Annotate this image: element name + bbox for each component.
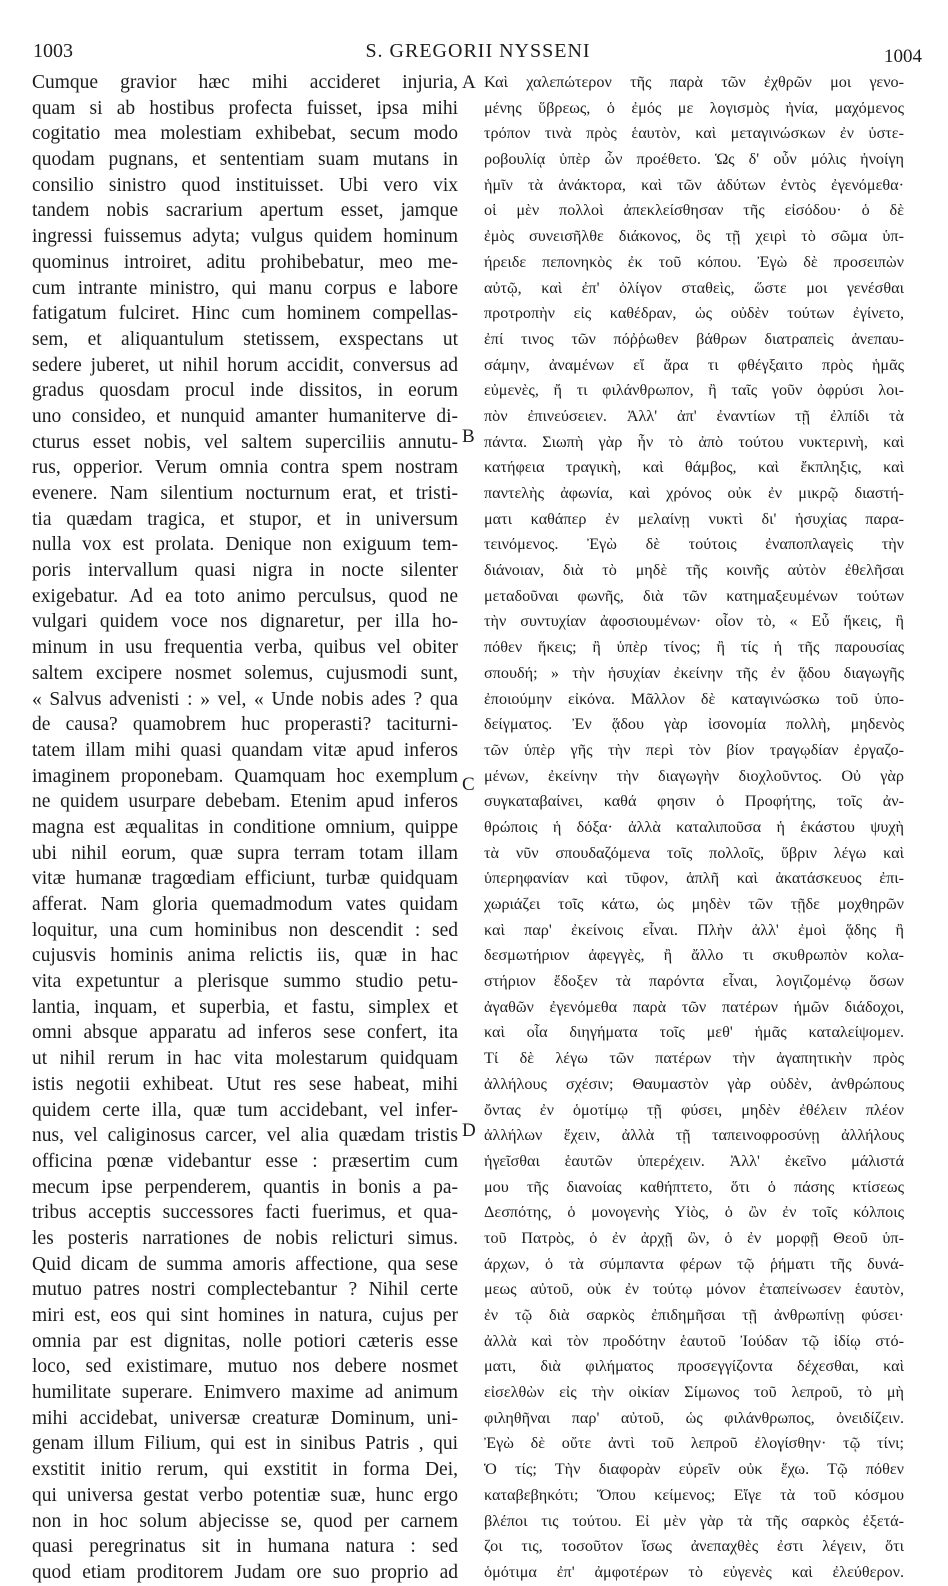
greek-text-line: ἐμὸς συνεισῆλθε διάκονος, ὃς τῇ χειρὶ τὸ σῶμα ὑπ- bbox=[484, 227, 904, 246]
latin-text-line: exigebatur. Ad ea toto animo perculsus, quod ne bbox=[32, 585, 458, 607]
latin-text-line: afferat. Nam gloria quemadmodum vates quidam bbox=[32, 894, 458, 915]
greek-text-line: άρχων, ὁ τὰ σύμπαντα φέρων τῷ ῥήματι τῆς δυνά- bbox=[484, 1254, 904, 1273]
greek-text-line: κατήφεια τραγικὴ, καὶ θάμβος, καὶ ἔκπληξις, καὶ bbox=[484, 458, 904, 477]
latin-text-line: tia quædam tragica, et stupor, et in universum bbox=[32, 508, 458, 530]
latin-text-line: poris intervallum quasi nigra in nocte silenter bbox=[32, 560, 458, 582]
greek-text-line: διάνοιαν, διὰ τὸ μηδὲ τῆς κοινῆς αὐτὸν ἐθελῆσαι bbox=[484, 561, 904, 580]
latin-text-line: magna est æqualitas in conditione omnium, quippe bbox=[32, 816, 458, 838]
greek-text-line: εὐμενὲς, ἤ τι φιλάνθρωπον, ἢ ταῖς γοῦν ὀφρύσι λοι- bbox=[484, 381, 904, 400]
greek-text-line: ἡμῖν τὰ ἀνάκτορα, καὶ τῶν ἀδύτων ἐντὸς ἐγενόμεθα· bbox=[484, 175, 904, 194]
latin-text-line: mutuo patres nostri complectebantur ? Nihil certe bbox=[32, 1279, 458, 1301]
greek-text-line: ἀλλήλων ἔχειν, ἀλλὰ τῇ ταπεινοφροσύνῃ ἀλλήλους bbox=[484, 1126, 904, 1145]
latin-text-line: rus, opperior. Verum omnia contra spem nostram bbox=[32, 457, 458, 479]
greek-text-line: δείγματος. Ἐν ᾅδου γὰρ ἰσονομία πολλὴ, μηδενὸς bbox=[484, 715, 904, 734]
latin-text-line: tribus acceptis successores facti fuerimus, et qua- bbox=[32, 1202, 458, 1224]
latin-text-column bbox=[32, 70, 458, 1586]
latin-text-line: non in hoc solum abjecisse se, quod per carnem bbox=[32, 1510, 458, 1532]
right-page-number: 1004 bbox=[884, 46, 922, 67]
greek-text-line: ἐπί τινος τῶν πόῤῥωθεν βάθρων διατραπεὶς ἀνεπαυ- bbox=[484, 329, 904, 348]
greek-text-line: πὸν ἐπινεύσειεν. Ἀλλ' ἀπ' ἐναντίων τῇ ἐλπίδι τὰ bbox=[484, 406, 904, 425]
margin-letter-b: B bbox=[462, 426, 475, 447]
greek-text-line: καταβεβηκότι; Ὅπου κείμενος; Εἴγε τὰ τοῦ κόσμου bbox=[484, 1485, 904, 1504]
latin-text-line: mihi accidebat, universæ creaturæ Dominum, uni- bbox=[32, 1407, 458, 1429]
latin-text-line: istis negotii exhibeat. Utut res sese habeat, mihi bbox=[32, 1073, 458, 1095]
greek-text-line: πόθεν ἥκεις; ἢ ὑπὲρ τίνος; ἢ τίς ἡ τῆς παρουσίας bbox=[484, 638, 904, 657]
latin-text-line: consilio sinistro quod instituisset. Ubi vero vix bbox=[32, 174, 458, 196]
latin-text-line: lantia, inquam, et superbia, et fastu, simplex et bbox=[32, 996, 458, 1018]
greek-text-line: ἐποιούμην εἰκόνα. Μᾶλλον δὲ καταγινώσκω τοῦ ὑπο- bbox=[484, 689, 904, 708]
greek-text-line: ροβουλίᾳ ὑπὲρ ὧν προέθετο. Ὡς δ' οὖν μόλις ἠνοίγη bbox=[484, 150, 904, 169]
latin-text-line: fatigatum fulciret. Hinc cum hominem compellas- bbox=[32, 303, 458, 325]
greek-text-line: σπουδή; » τὴν ἡσυχίαν ἐκείνην τῆς ἐν ᾅδου διαγωγῆς bbox=[484, 663, 904, 682]
latin-text-line: vita expetuntur a plerisque summo studio petu- bbox=[32, 971, 458, 993]
latin-text-line: minum in usu frequentia verba, quibus vel obiter bbox=[32, 637, 458, 659]
latin-text-line: de causa? quamobrem huc properasti? taciturni- bbox=[32, 714, 458, 736]
greek-text-line: θρώποις ἡ δόξα· ἀλλὰ καταλιποῦσα ἡ ἑκάστου ψυχὴ bbox=[484, 817, 904, 836]
latin-text-line: quod etiam proditorem Judam ore suo proprio ad bbox=[32, 1561, 458, 1583]
margin-letter-a: A bbox=[462, 72, 476, 93]
greek-text-line: ἀλλήλους σχέσιν; Θαυμαστὸν γὰρ οὐδὲν, ἀνθρώπους bbox=[484, 1074, 904, 1093]
latin-text-line: omnia par est dignitas, nolle potiori cæteris esse bbox=[32, 1330, 458, 1352]
greek-text-line: καὶ οἷα διηγήματα τοῖς μεθ' ἡμᾶς καταλείψομεν. bbox=[484, 1023, 904, 1042]
latin-text-line: quasi peregrinatus sit in humana natura : sed bbox=[32, 1536, 458, 1558]
greek-text-line: μεως αὐτοῦ, οὐκ ἐν τούτῳ μόνον ἐταπείνωσεν ἑαυτὸν, bbox=[484, 1280, 904, 1299]
greek-text-line: οἱ μὲν πολλοὶ ἀπεκλείσθησαν τῆς εἰσόδου· ὁ δὲ bbox=[484, 201, 904, 220]
latin-text-line: loquitur, una cum hominibus non descendit : sed bbox=[32, 919, 458, 941]
margin-letter-d: D bbox=[462, 1120, 476, 1141]
latin-text-line: nus, vel caliginosus carcer, vel alia quædam tristis bbox=[32, 1125, 458, 1147]
greek-text-line: ματι, διὰ φιλήματος προσεγγίζοντα δέχεσθαι, καὶ bbox=[484, 1357, 904, 1376]
greek-text-line: χωριάζει τοῖς κάτω, ὡς μηδὲν τῶν τῇδε μοχθηρῶν bbox=[484, 895, 904, 913]
latin-text-line: mecum ipse perpenderem, quantis in bonis a pa- bbox=[32, 1176, 458, 1198]
greek-text-line: σάμην, ἀναμένων εἴ ἄρα τι φθέγξαιτο πρὸς ἡμᾶς bbox=[484, 355, 904, 374]
greek-text-line: Ἐγὼ δὲ οὔτε ἀντὶ τοῦ λεπροῦ ἐλογίσθην· τῷ τίνι; bbox=[484, 1434, 904, 1453]
greek-text-line: αὐτῷ, καὶ ἐπ' ὀλίγον σταθεὶς, ὥστε μοι γενέσθαι bbox=[484, 278, 904, 297]
latin-text-line: ingressi fuissemus adyta; vulgus quidem hominum bbox=[32, 226, 458, 248]
latin-text-line: quam si ab hostibus profecta fuisset, ipsa mihi bbox=[32, 97, 458, 119]
latin-text-line: ut nihil rerum in hac vita molestarum quidquam bbox=[32, 1048, 458, 1070]
greek-text-line: στήριον ἔδοξεν τὰ παρόντα εἶναι, λογιζομένῳ ὅσων bbox=[484, 972, 904, 991]
latin-text-line: tandem nobis sacrarium apertum esset, jamque bbox=[32, 200, 458, 222]
greek-text-line: τὰ νῦν σπουδαζόμενα τοῖς πολλοῖς, ὕβριν λέγω καὶ bbox=[484, 843, 904, 862]
latin-text-line: officina pœnæ videbantur esse : præsertim cum bbox=[32, 1150, 458, 1172]
latin-text-line: evenere. Nam silentium nocturnum erat, et tristi- bbox=[32, 483, 458, 504]
greek-text-line: ὄντας ἐν ὁμοτίμῳ τῇ φύσει, μηδὲν ἐθέλειν πλέον bbox=[484, 1100, 904, 1119]
margin-letter-c: C bbox=[462, 774, 475, 795]
latin-text-line: cogitatio mea molestiam exhibebat, secum modo bbox=[32, 123, 458, 145]
greek-text-line: παντελὴς ἀφωνία, καὶ χρόνος οὐκ ἐν μικρῷ διαστή- bbox=[484, 484, 904, 502]
latin-text-line: Cumque gravior hæc mihi accideret injuria, bbox=[32, 72, 458, 93]
greek-text-line: Καὶ χαλεπώτερον τῆς παρὰ τῶν ἐχθρῶν μοι γενο- bbox=[484, 73, 904, 91]
latin-text-line: miri est, eos qui sint homines in natura, cujus per bbox=[32, 1305, 458, 1326]
latin-text-line: qui universa gestat verbo potentiæ suæ, hunc ergo bbox=[32, 1484, 458, 1506]
greek-text-line: τῶν ὑπὲρ γῆς τὴν περὶ τὸν βίον τραγῳδίαν ἐργαζο- bbox=[484, 740, 904, 759]
running-title: S. GREGORII NYSSENI bbox=[365, 40, 591, 62]
latin-text-line: ne quidem usurpare debebam. Etenim apud inferos bbox=[32, 791, 458, 813]
latin-text-line: Quid dicam de summa amoris affectione, qua sese bbox=[32, 1253, 458, 1275]
latin-text-line: quidem certe illa, quæ tum accidebant, vel infer- bbox=[32, 1099, 458, 1121]
greek-text-line: τοῦ Πατρὸς, ὁ ἐν ἀρχῇ ὢν, ὁ ἐν μορφῇ Θεοῦ ὑπ- bbox=[484, 1228, 904, 1247]
greek-text-line: ματι καθάπερ ἐν μελαίνῃ νυκτὶ δι' ἡσυχίας παρα- bbox=[484, 509, 904, 528]
latin-text-line: sedere juberet, ut nihil horum accidit, conversus ad bbox=[32, 354, 458, 376]
greek-text-line: μου τῆς διανοίας καθήπτετο, ὅτι ὁ πάσης κτίσεως bbox=[484, 1177, 904, 1196]
greek-text-line: ὑπερηφανίαν καὶ τῦφον, ἁπλῆ καὶ ἀκατάσκευος ἐπι- bbox=[484, 869, 904, 888]
latin-text-line: saltem excipere nosmet solemus, cujusmodi sunt, bbox=[32, 662, 458, 684]
greek-text-line: καὶ παρ' ἐκείνοις εἶναι. Πλὴν ἀλλ' ἐμοὶ ᾅδης ἢ bbox=[484, 920, 904, 939]
greek-text-line: δεσμωτήριον ἀφεγγὲς, ἢ ἄλλο τι σκυθρωπὸν κολα- bbox=[484, 946, 904, 965]
latin-text-line: humilitate superare. Enimvero maxime ad animum bbox=[32, 1382, 458, 1404]
greek-text-line: ὁμότιμα ἐπ' ἀμφοτέρων τὸ εὐγενὲς καὶ ἐλεύθερον. bbox=[484, 1562, 904, 1581]
latin-text-line: tatem illam mihi quasi quandam vitæ apud inferos bbox=[32, 739, 458, 761]
greek-text-line: τὴν συντυχίαν ἀφοσιουμένων· οἷον τὸ, « Εὖ ἥκεις, ἢ bbox=[484, 612, 904, 631]
greek-text-line: τρόπον τινὰ πρὸς ἑαυτὸν, καὶ μεταγινώσκων ἐν ὑστε- bbox=[484, 124, 904, 143]
greek-text-line: Τί δὲ λέγω τῶν πατέρων τὴν ἀγαπητικὴν πρὸς bbox=[484, 1049, 904, 1068]
latin-text-line: genam illum Filium, qui est in sinibus Patris , qui bbox=[32, 1433, 458, 1455]
greek-text-line: ήρειδε πεπονηκὸς ἐκ τοῦ κόπου. Ἐγὼ δὲ προσειπὼν bbox=[484, 252, 904, 271]
latin-text-line: loco, sed existimare, mutuo nos debere nosmet bbox=[32, 1356, 458, 1378]
latin-text-line: cturus esset nobis, vel saltem superciliis annutu- bbox=[32, 431, 458, 453]
greek-text-line: ἐν τῷ διὰ σαρκὸς ἐπιδημῆσαι τῇ ἀνθρωπίνῃ φύσει· bbox=[484, 1306, 904, 1324]
greek-text-column bbox=[484, 70, 904, 1586]
greek-text-line: βλέποι τις τούτου. Εἰ μὲν γὰρ τὰ τῆς σαρκὸς ἐξετά- bbox=[484, 1511, 904, 1530]
left-page-number: 1003 bbox=[33, 40, 73, 62]
greek-text-line: ζοι τις, τοσοῦτον ἴσως ἀνεπαχθὲς ἐστι λέγειν, ὅτι bbox=[484, 1537, 904, 1556]
latin-text-line: omni absque apparatu ad inferos sese confert, ita bbox=[32, 1022, 458, 1044]
latin-text-line: gradus quosdam procul inde dissitos, in eorum bbox=[32, 380, 458, 402]
greek-text-line: ἀλλὰ καὶ τὸν προδότην ἑαυτοῦ Ἰούδαν τῷ ἰδίῳ στό- bbox=[484, 1331, 904, 1350]
latin-text-line: nulla vox est prolata. Denique non exiguum tem- bbox=[32, 534, 458, 556]
greek-text-line: εἰσελθὼν εἰς τὴν οἰκίαν Σίμωνος τοῦ λεπροῦ, τὸ μὴ bbox=[484, 1383, 904, 1402]
greek-text-line: Ὁ τίς; Τὴν διαφορὰν εὑρεῖν οὐκ ἔχω. Τῷ πόθεν bbox=[484, 1460, 904, 1479]
greek-text-line: μεταδοῦναι φωνῆς, διὰ τῶν κατημαξευμένων τούτων bbox=[484, 586, 904, 605]
latin-text-line: sem, et aliquantulum stetissem, exspectans ut bbox=[32, 328, 458, 350]
latin-text-line: cujusvis hominis anima relictis iis, quæ in hac bbox=[32, 945, 458, 967]
latin-text-line: exstitit initio rerum, qui exstitit in forma Dei, bbox=[32, 1459, 458, 1481]
latin-text-line: vulgari quidem voce nos dignaretur, per illa ho- bbox=[32, 611, 458, 633]
greek-text-line: ἀγαθῶν ἐγενόμεθα παρὰ τῶν πατέρων ἡμῶν διάδοχοι, bbox=[484, 997, 904, 1016]
greek-text-line: Δεσπότης, ὁ μονογενὴς Υἱὸς, ὁ ὢν ἐν τοῖς κόλποις bbox=[484, 1203, 904, 1222]
greek-text-line: ἡγεῖσθαι ἑαυτῶν ὑπερέχειν. Ἀλλ' ἐκεῖνο μάλιστά bbox=[484, 1151, 904, 1170]
latin-text-line: ubi nihil eorum, quæ supra terram totam illam bbox=[32, 842, 458, 864]
greek-text-line: τεινόμενος. Ἐγὼ δὲ τούτοις ἐναποπλαγεὶς τὴν bbox=[484, 535, 904, 554]
greek-text-line: πάντα. Σιωπὴ γὰρ ἦν τὸ ἀπὸ τούτου νυκτερινὴ, καὶ bbox=[484, 432, 904, 451]
latin-text-line: cum intrante ministro, qui manu corpus e labore bbox=[32, 277, 458, 299]
latin-text-line: les posteris narrationes de nobis relicturi simus. bbox=[32, 1227, 458, 1249]
latin-text-line: vitæ humanæ tragœdiam efficiunt, turbæ quidquam bbox=[32, 868, 458, 890]
latin-text-line: quominus introiret, aditu prohibebatur, meo me- bbox=[32, 251, 458, 273]
greek-text-line: μένης ὕβρεως, ὁ ἐμός με λογισμὸς ἠνία, μαχόμενος bbox=[484, 98, 904, 117]
running-header bbox=[28, 40, 928, 70]
latin-text-line: « Salvus advenisti : » vel, « Unde nobis ades ? qua bbox=[32, 688, 458, 710]
latin-text-line: imaginem proponebam. Quamquam hoc exemplum bbox=[32, 765, 458, 787]
greek-text-line: προτροπὴν εἰς καθέδραν, ὡς οὐδὲν τούτων ἐγίνετο, bbox=[484, 304, 904, 323]
greek-text-line: φιληθῆναι παρ' αὐτοῦ, ὡς φιλάνθρωπος, ὀνειδίζειν. bbox=[484, 1408, 904, 1427]
greek-text-line: μένων, ἐκείνην τὴν διαγωγὴν διοχλοῦντος. Οὐ γὰρ bbox=[484, 766, 904, 785]
latin-text-line: quodam pugnans, et sententiam suam mutans in bbox=[32, 149, 458, 171]
latin-text-line: uno consideo, et nunquid amanter humaniterve di- bbox=[32, 405, 458, 427]
greek-text-line: συγκαταβαίνει, καθά φησιν ὁ Προφήτης, τοῖς ἀν- bbox=[484, 792, 904, 811]
